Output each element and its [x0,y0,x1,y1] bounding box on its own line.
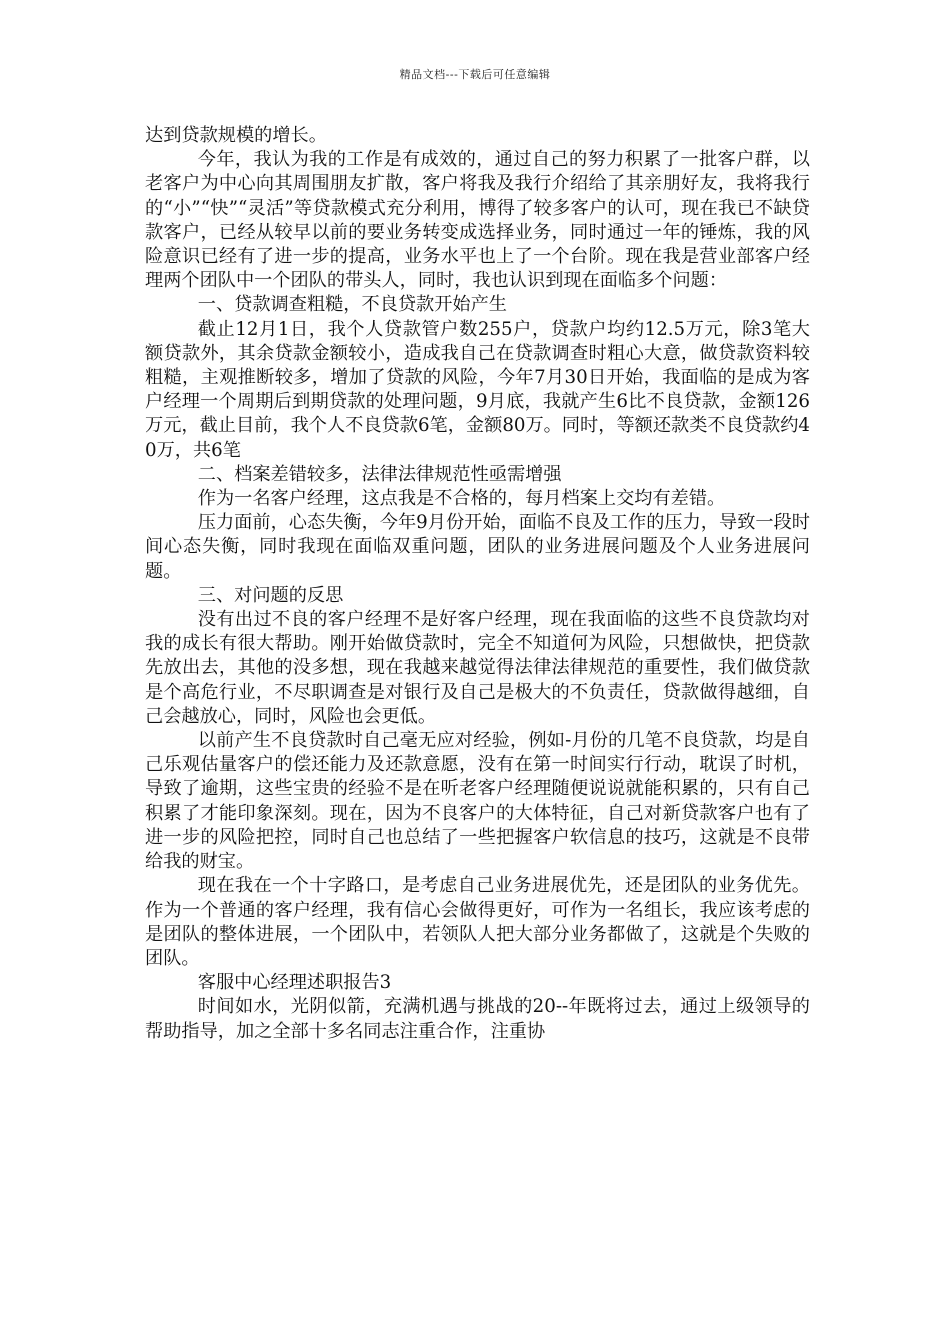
paragraph: 作为一名客户经理，这点我是不合格的，每月档案上交均有差错。 [197,488,726,510]
paragraph: 压力面前，心态失衡，今年9月份开始，面临不良及工作的压力，导致一段时间心态失衡，同时我现在面临双重问题，团队的业务进展问题及个人业务进展问题。 [145,512,810,582]
paragraph: 截止12月1日，我个人贷款管户数255户，贷款户均约12.5万元，除3笔大额贷款外，其余贷款金额较小，造成我自己在贷款调查时粗心大意，做贷款资料较粗糙，主观推断较多，增加了贷款的风险，今年7月30日开始，我面临的是成为客户经理一个周期后到期贷款的处理问题，9月底，我就产生6比不良贷款，金额126万元，截止目前，我个人不良贷款6笔，金额80万。同时，等额还款类不良贷款约40万，共6笔 [145,318,810,461]
page-header: 精品文档---下载后可任意编辑 [399,68,551,81]
section-heading: 三、对问题的反思 [197,584,344,606]
paragraph: 达到贷款规模的增长。 [145,125,327,146]
report-title: 客服中心经理述职报告3 [197,972,392,994]
paragraph: 以前产生不良贷款时自己毫无应对经验，例如-月份的几笔不良贷款，均是自己乐观估量客户的偿还能力及还款意愿，没有在第一时间实行行动，耽误了时机，导致了逾期，这些宝贵的经验不是在听老客户经理随便说说就能积累的，只有自己积累了才能印象深刻。现在，因为不良客户的大体特征，自己对新贷款客户也有了进一步的风险把控，同时自己也总结了一些把握客户软信息的技巧，这就是不良带给我的财宝。 [145,730,810,873]
paragraph: 现在我在一个十字路口，是考虑自己业务进展优先，还是团队的业务优先。作为一个普通的客户经理，我有信心会做得更好，可作为一名组长，我应该考虑的是团队的整体进展，一个团队中，若领队人把大部分业务都做了，这就是个失败的团队。 [145,875,810,969]
document-body [145,124,810,1044]
paragraph: 今年，我认为我的工作是有成效的，通过自己的努力积累了一批客户群，以老客户为中心向其周围朋友扩散，客户将我及我行介绍给了其亲朋好友，我将我行的“小”“快”“灵活”等贷款模式充分利用，博得了较多客户的认可，现在我已不缺贷款客户，已经从较早以前的要业务转变成选择业务，同时通过一年的锤炼，我的风险意识已经有了进一步的提高，业务水平也上了一个台阶。现在我是营业部客户经理两个团队中一个团队的带头人，同时，我也认识到现在面临多个问题： [145,149,810,292]
paragraph: 没有出过不良的客户经理不是好客户经理，现在我面临的这些不良贷款均对我的成长有很大帮助。刚开始做贷款时，完全不知道何为风险，只想做快，把贷款先放出去，其他的没多想，现在我越来越觉得法律法律规范的重要性，我们做贷款是个高危行业，不尽职调查是对银行及自己是极大的不负责任，贷款做得越细，自己会越放心，同时，风险也会更低。 [145,609,810,727]
paragraph: 时间如水，光阴似箭，充满机遇与挑战的20--年既将过去，通过上级领导的帮助指导，加之全部十多名同志注重合作，注重协 [145,996,810,1042]
section-heading: 一、贷款调查粗糙，不良贷款开始产生 [197,294,507,316]
section-heading: 二、档案差错较多，法律法律规范性亟需增强 [197,463,562,485]
